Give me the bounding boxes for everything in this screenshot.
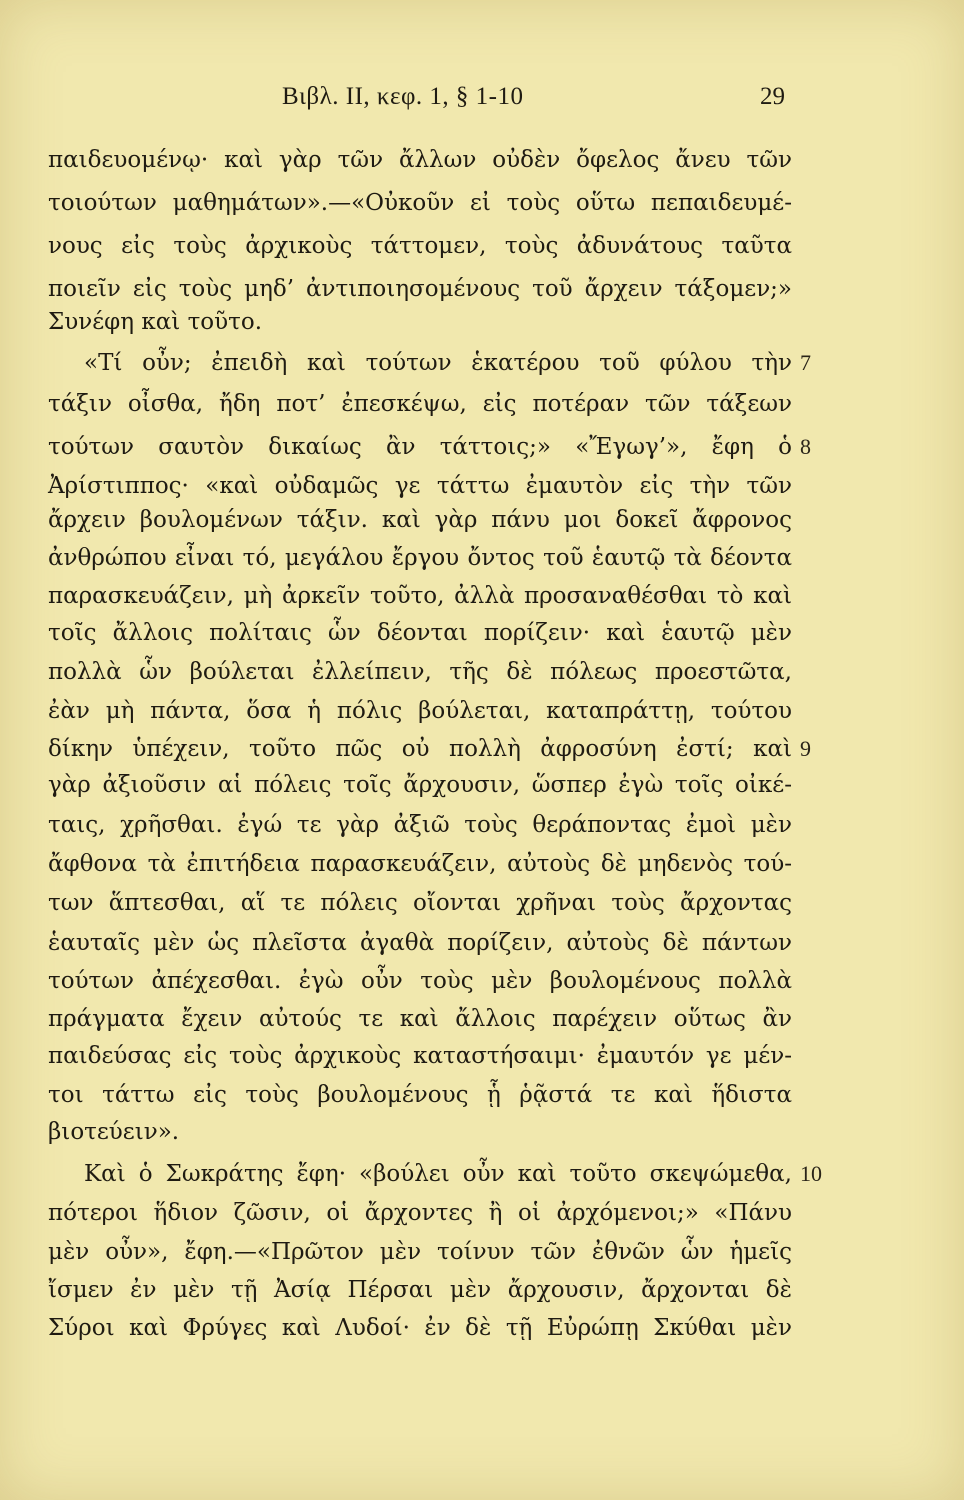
text-line: ἐὰν μὴ πάντα, ὅσα ἡ πόλις βούλεται, καταπράττῃ, τούτου xyxy=(48,698,792,724)
text-line: παιδευομένῳ· καὶ γὰρ τῶν ἄλλων οὐδὲν ὄφελος ἄνευ τῶν xyxy=(48,147,792,173)
section-number: 8 xyxy=(800,434,811,459)
section-number: 9 xyxy=(800,736,811,761)
text-line: παρασκευάζειν, μὴ ἀρκεῖν τοῦτο, ἀλλὰ προσαναθέσθαι τὸ καὶ xyxy=(48,583,792,609)
text-line: ἀνθρώπου εἶναι τό, μεγάλου ἔργου ὄντος τοῦ ἑαυτῷ τὰ δέοντα xyxy=(48,545,792,571)
text-line: βιοτεύειν». xyxy=(48,1119,180,1145)
text-line: τοῖς ἄλλοις πολίταις ὧν δέονται πορίζειν· καὶ ἑαυτῷ μὲν xyxy=(48,620,792,646)
text-line: ἄφθονα τὰ ἐπιτήδεια παρασκευάζειν, αὐτοὺς δὲ μηδενὸς τού- xyxy=(48,851,792,877)
section-number: 7 xyxy=(800,350,811,375)
text-line: ἄρχειν βουλομένων τάξιν. καὶ γὰρ πάνυ μοι δοκεῖ ἄφρονος xyxy=(48,507,792,533)
section-number: 10 xyxy=(800,1161,822,1186)
text-line: Σύροι καὶ Φρύγες καὶ Λυδοί· ἐν δὲ τῇ Εὐρώπῃ Σκύθαι μὲν xyxy=(48,1315,792,1341)
header-title: Βιβλ. II, κεφ. 1, § 1-10 xyxy=(282,83,524,110)
text-line: των ἅπτεσθαι, αἵ τε πόλεις οἴονται χρῆναι τοὺς ἄρχοντας xyxy=(48,890,792,916)
text-line: Συνέφη καὶ τοῦτο. xyxy=(48,309,263,335)
text-line: τοι τάττω εἰς τοὺς βουλομένους ᾗ ῥᾷστά τε καὶ ἥδιστα xyxy=(48,1082,792,1108)
text-line: νους εἰς τοὺς ἀρχικοὺς τάττομεν, τοὺς ἀδυνάτους ταῦτα xyxy=(48,233,792,259)
text-line: ποιεῖν εἰς τοὺς μηδ’ ἀντιποιησομένους τοῦ ἄρχειν τάξομεν;» xyxy=(48,276,792,302)
text-line: τοιούτων μαθημάτων».—«Οὐκοῦν εἰ τοὺς οὕτω πεπαιδευμέ- xyxy=(48,190,792,216)
text-line: Ἀρίστιππος· «καὶ οὐδαμῶς γε τάττω ἐμαυτὸν εἰς τὴν τῶν xyxy=(48,473,792,499)
text-line: ταις, χρῆσθαι. ἐγώ τε γὰρ ἀξιῶ τοὺς θεράποντας ἐμοὶ μὲν xyxy=(48,812,792,838)
text-line: παιδεύσας εἰς τοὺς ἀρχικοὺς καταστήσαιμι· ἐμαυτόν γε μέν- xyxy=(48,1043,792,1069)
text-line: ἴσμεν ἐν μὲν τῇ Ἀσίᾳ Πέρσαι μὲν ἄρχουσιν, ἄρχονται δὲ xyxy=(48,1277,792,1303)
text-line: «Τί οὖν; ἐπειδὴ καὶ τούτων ἑκατέρου τοῦ φύλου τὴν xyxy=(84,350,792,376)
text-line: πολλὰ ὧν βούλεται ἐλλείπειν, τῆς δὲ πόλεως προεστῶτα, xyxy=(48,659,792,685)
text-line: τούτων ἀπέχεσθαι. ἐγὼ οὖν τοὺς μὲν βουλομένους πολλὰ xyxy=(48,968,792,994)
text-line: τούτων σαυτὸν δικαίως ἂν τάττοις;» «Ἔγωγ’», ἔφη ὁ xyxy=(48,434,792,460)
text-line: τάξιν οἶσθα, ἤδη ποτ’ ἐπεσκέψω, εἰς ποτέραν τῶν τάξεων xyxy=(48,391,792,417)
text-line: δίκην ὑπέχειν, τοῦτο πῶς οὐ πολλὴ ἀφροσύνη ἐστί; καὶ xyxy=(48,736,792,762)
text-line: πράγματα ἔχειν αὐτούς τε καὶ ἄλλοις παρέχειν οὕτως ἂν xyxy=(48,1006,792,1032)
text-line: ἑαυταῖς μὲν ὡς πλεῖστα ἀγαθὰ πορίζειν, αὐτοὺς δὲ πάντων xyxy=(48,930,792,956)
text-line: Καὶ ὁ Σωκράτης ἔφη· «βούλει οὖν καὶ τοῦτο σκεψώμεθα, xyxy=(84,1161,792,1187)
text-line: πότεροι ἥδιον ζῶσιν, οἱ ἄρχοντες ἢ οἱ ἀρχόμενοι;» «Πάνυ xyxy=(48,1200,792,1226)
page-number: 29 xyxy=(760,83,785,110)
text-line: γὰρ ἀξιοῦσιν αἱ πόλεις τοῖς ἄρχουσιν, ὥσπερ ἐγὼ τοῖς οἰκέ- xyxy=(48,772,792,798)
text-line: μὲν οὖν», ἔφη.—«Πρῶτον μὲν τοίνυν τῶν ἐθνῶν ὧν ἡμεῖς xyxy=(48,1239,792,1265)
